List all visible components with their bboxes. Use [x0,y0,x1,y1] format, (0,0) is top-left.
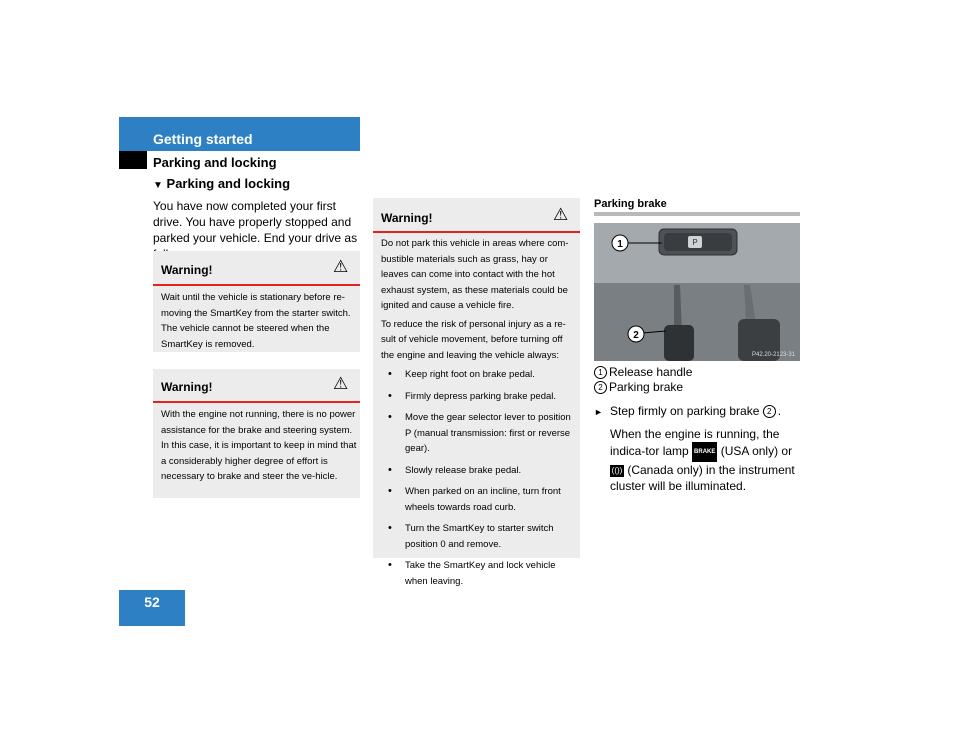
brake-lamp-icon: BRAKE [692,442,717,462]
callout-2: 2 [633,330,639,341]
step-instruction [594,403,804,494]
down-triangle-icon: ▼ [153,180,163,191]
warning-box-2 [153,369,360,498]
list-item: • Firmly depress parking brake pedal. [381,389,577,405]
chapter-title: Getting started [153,131,253,147]
warning-body: Do not park this vehicle in areas where com-bustible materials such as grass, hay or leaves can come into contact with the hot exhaust system, as these materials could be ignited and cause a vehicle fire. [381,238,569,311]
section-title: Parking and locking [153,155,277,170]
precaution-list [381,367,577,589]
warning-title: Warning! [161,263,213,277]
step-reference: 2 [763,405,776,418]
svg-text:P: P [692,238,698,247]
step-text: Step firmly on parking brake [610,404,760,418]
caption-number: 1 [594,366,607,379]
warning-triangle-icon: ⚠ [553,205,569,224]
callout-1: 1 [617,239,623,250]
list-item: • Slowly release brake pedal. [381,463,577,479]
warning-body: With the engine not running, there is no power assistance for the brake and steering system. In this case, it is important to keep in mind that a considerably higher degree of effort is necessary to brake and steer the ve-hicle. [161,409,357,482]
section-marker [119,151,147,169]
result-text: (Canada only) in the instrument cluster will be illuminated. [610,463,795,493]
step-result [594,426,804,494]
warning-body: To reduce the risk of personal injury as a re-sult of vehicle movement, before turning off the engine and leaving the vehicle always: [381,318,566,361]
caption-text: Release handle [609,365,693,379]
list-item: • Turn the SmartKey to starter switch position 0 and remove. [381,521,577,552]
caption-number: 2 [594,381,607,394]
section-rule [594,212,800,216]
caption-2 [594,380,683,395]
result-text: (USA only) or [720,444,793,458]
warning-box-1 [153,251,360,352]
subsection-title-text: Parking and locking [166,176,291,191]
list-item: • When parked on an incline, turn front wheels towards road curb. [381,484,577,515]
intro-paragraph: You have now completed your first drive. You have properly stopped and parked your vehicle. End your drive as [153,199,358,245]
triangle-arrow-icon: ► [594,407,603,417]
caption-text: Parking brake [609,380,684,394]
warning-title: Warning! [161,380,213,394]
warning-content [381,236,577,595]
list-item: • Move the gear selector lever to position P (manual transmission: first or reverse gear). [381,410,577,457]
image-code: P42.20-2123-31 [752,352,796,358]
subsection-title [153,176,290,191]
warning-divider [153,401,360,403]
list-item: • Take the SmartKey and lock vehicle when leaving. [381,558,577,589]
warning-triangle-icon: ⚠ [333,374,349,393]
warning-triangle-icon: ⚠ [333,257,349,276]
result-text: When the engine is running, the indica-tor lamp [610,427,780,458]
parking-brake-title: Parking brake [594,198,667,210]
parking-brake-lamp-icon: (()) [611,466,623,475]
step-line: ► Step firmly on parking brake 2 . [594,404,782,418]
page-number: 52 [144,594,160,610]
warning-box-3 [373,198,580,587]
warning-divider [153,284,360,286]
list-item: • Keep right foot on brake pedal. [381,367,577,383]
caption-1 [594,365,692,380]
warning-title: Warning! [381,211,433,225]
parking-brake-photo [594,223,800,361]
warning-divider [373,231,580,233]
warning-body: Wait until the vehicle is stationary before re-moving the SmartKey from the starter switch. The vehicle cannot be steered when the SmartKey is removed. [161,292,351,350]
